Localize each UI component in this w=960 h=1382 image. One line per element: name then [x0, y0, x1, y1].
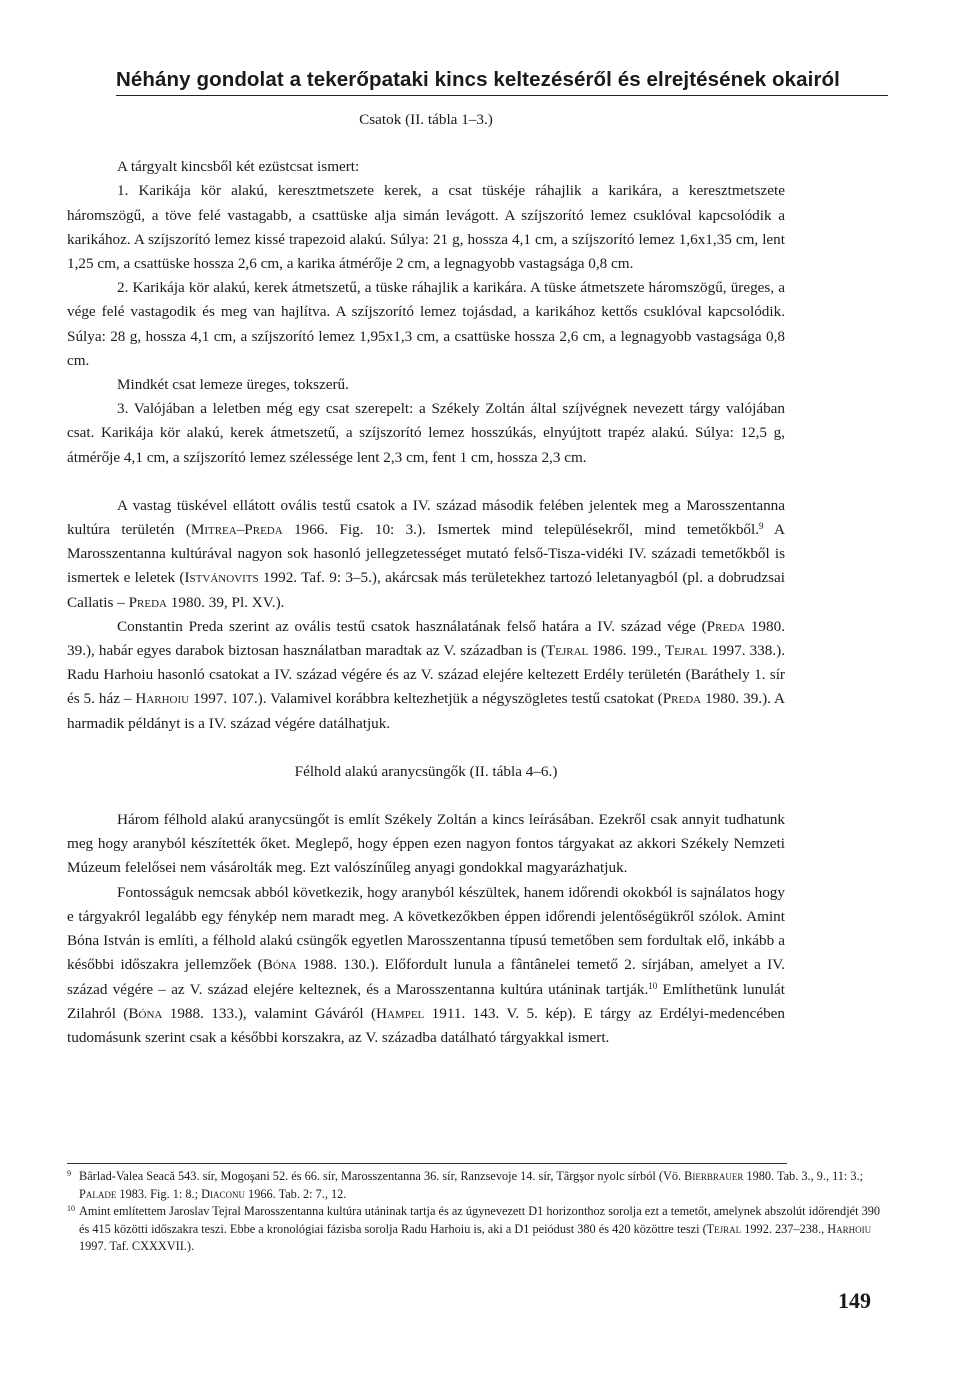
spacer: [67, 132, 785, 155]
footnote-ref-10[interactable]: 10: [648, 980, 658, 991]
page-number: 149: [838, 1288, 871, 1313]
paragraph-oval-buckles: A vastag tüskével ellátott ovális testű csatok a IV. század második felében jelentek meg a Marosszentanna kultúra területén (Mitrea–Preda 1966. Fig. 10: 3.). Ismertek mind településekről, mind temetőkből.$^9$ A Marosszentanna kultúrával nagyon sok hasonló jellegzetességet mutató felső-Tisza-vidéki IV. századi temetőkből is ismertek e leletek (Istvánovits 1992. Taf. 9: 3–5.), akárcsak más területekhez tartozó leletanyagból (pl. a dobrudzsai Callatis – Preda 1980. 39, Pl. XV.).: [67, 496, 785, 611]
citation: Preda: [128, 593, 167, 611]
running-head: Néhány gondolat a tekerőpataki kincs keltezéséről és elrejtésének okairól: [116, 68, 840, 91]
spacer: [67, 784, 785, 808]
header-rule: [116, 95, 888, 96]
footnotes: [67, 1168, 885, 1256]
citation: Harhoiu: [135, 690, 190, 708]
footnote-ref-9[interactable]: 9: [759, 521, 764, 532]
footnote-10: 10 Amint említettem Jaroslav Tejral Marosszentanna kultúra utáninak tartja és az úgynevezett D1 horizonthoz sorolja ezt a temetőt, amelynek abszolút időrendjét 390 és 415 közötti időszakra teszi. Ebbe a kronológiai fázisba sorolja Radu Harhoiu is, aki a D1 peiódust 380 és 420 közöttre teszi (Tejral 1992. 237–238., Harhoiu 1997. Taf. CXXXVII.).: [67, 1204, 881, 1254]
buckles-both: Mindkét csat lemeze üreges, tokszerű.: [117, 376, 349, 394]
citation: Bóna: [128, 1004, 163, 1022]
citation: Bóna: [262, 956, 297, 974]
main-text: [67, 108, 785, 1050]
buckle-item-3: 3. Valójában a leletben még egy csat szerepelt: a Székely Zoltán által szíjvégnek nevezett tárgy valójában csat. Karikája kör alakú, kerek átmetszetű, a szíjszorító lemez hosszúkás, elnyújtott trapéz alakú. Súlya: 12,5 g, átmérője 4,1 cm, a szíjszorító lemez szélessége lent 2,3 cm, fent 1 cm, hossza 2,3 cm.: [67, 400, 785, 466]
citation: Hampel: [376, 1004, 425, 1022]
section-heading-buckles: Csatok (II. tábla 1–3.): [359, 111, 493, 128]
citation: Mitrea–Preda: [190, 521, 283, 539]
spacer: [67, 736, 785, 760]
section-heading-pendants: Félhold alakú aranycsüngők (II. tábla 4–6.): [294, 762, 558, 780]
citation: Tejral: [664, 642, 708, 660]
buckles-intro: A tárgyalt kincsből két ezüstcsat ismert:: [117, 158, 360, 176]
citation: Diaconu: [201, 1186, 245, 1201]
citation: Tejral: [545, 642, 589, 660]
citation: Tejral: [706, 1221, 742, 1236]
spacer: [67, 470, 785, 494]
citation: Istvánovits: [184, 569, 259, 587]
footnote-9: 9 Bârlad-Valea Seacă 543. sír, Mogoşani 52. és 66. sír, Marosszentanna 36. sír, Ranzsevoje 14. sír, Târgşor nyolc sírból (Vö. Bierbrauer 1980. Tab. 3., 9., 11: 3.; Palade 1983. Fig. 1: 8.; Diaconu 1966. Tab. 2: 7., 12.: [67, 1169, 864, 1201]
citation: Preda: [706, 617, 746, 635]
citation: Harhoiu: [827, 1221, 872, 1236]
citation: Preda: [662, 690, 702, 708]
buckle-item-2: 2. Karikája kör alakú, kerek átmetszetű, a tüske ráhajlik a karikára. A tüske átmetszete háromszögű, üreges, a vége felé vastagodik és meg van hajlítva. A szíjszorító lemez tojásdad, a karikához kettős csuklóval kapcsolódik. Súlya: 28 g, hossza 4,1 cm, a szíjszorító lemez 1,95x1,3 cm, a csattüske hossza 2,6 cm, a legnagyobb vastagsága 0,8 cm.: [67, 279, 785, 369]
paragraph-dating: Constantin Preda szerint az ovális testű csatok használatának felső határa a IV. század vége (Preda 1980. 39.), habár egyes darabok biztosan használatban maradtak az V. században is (Tejral 1986. 199., Tejral 1997. 338.). Radu Harhoiu hasonló csatokat a IV. század végére és az V. század elejére keltezett Erdély területén (Baráthely 1. sír és 5. ház – Harhoiu 1997. 107.). Valamivel korábbra keltezhetjük a négyszögletes testű csatokat (Preda 1980. 39.). A harmadik példányt is a IV. század végére datálhatjuk.: [67, 617, 786, 732]
footnote-rule: [67, 1163, 787, 1164]
citation: Bierbrauer: [684, 1169, 744, 1183]
paragraph-pendants-2: Fontosságuk nemcsak abból következik, hogy aranyból készültek, hanem időrendi okokból is sajnálatos hogy e tárgyakról legalább egy fénykép nem maradt meg. A következőkben éppen időrendi jelentőségükről szólok. Amint Bóna István is említi, a félhold alakú csüngők egyetlen Marosszentanna típusú temetőben sem fordultak elő, inkább a későbbi időszakra jellemzőek (Bóna 1988. 130.). Előfordult lunula a fântânelei temető 2. sírjában, amelyet a IV. század végére – az V. század elejére kelteznek, és a Marosszentanna kultúra utáninak tartják.$^{10}$ Említhetünk lunulát Zilahról (Bóna 1988. 133.), valamint Gáváról (Hampel 1911. 143. V. 5. kép). E tárgy az Erdélyi-medencében tudomásunk szerint csak a későbbi korszakra, az V. századba datálható tárgyakkal ismert.: [67, 883, 786, 1046]
citation: Palade: [79, 1186, 117, 1201]
buckle-item-1: 1. Karikája kör alakú, keresztmetszete kerek, a csat tüskéje ráhajlik a karikára, a keresztmetszete háromszögű, a töve felé vastagabb, a csattüske alja simán levágott. A szíjszorító lemez csuklóval kapcsolódik a karikához. A szíjszorító lemez kissé trapezoid alakú. Súlya: 21 g, hossza 4,1 cm, a szíjszorító lemez 1,6x1,35 cm, lent 1,25 cm, a csattüske hossza 2,6 cm, a karika átmérője 2 cm, a legnagyobb vastagsága 0,8 cm.: [67, 182, 785, 273]
paragraph-pendants-1: Három félhold alakú aranycsüngőt is említ Székely Zoltán a kincs leírásában. Ezekről csak annyit tudhatunk meg hogy aranyból készítették őket. Meglepő, hogy éppen ezen nagyon fontos tárgyakat az akkori Székely Nemzeti Múzeum felelősei nem vásárolták meg. Ezt valószínűleg anyagi gondokkal magyarázhatjuk.: [67, 811, 785, 877]
